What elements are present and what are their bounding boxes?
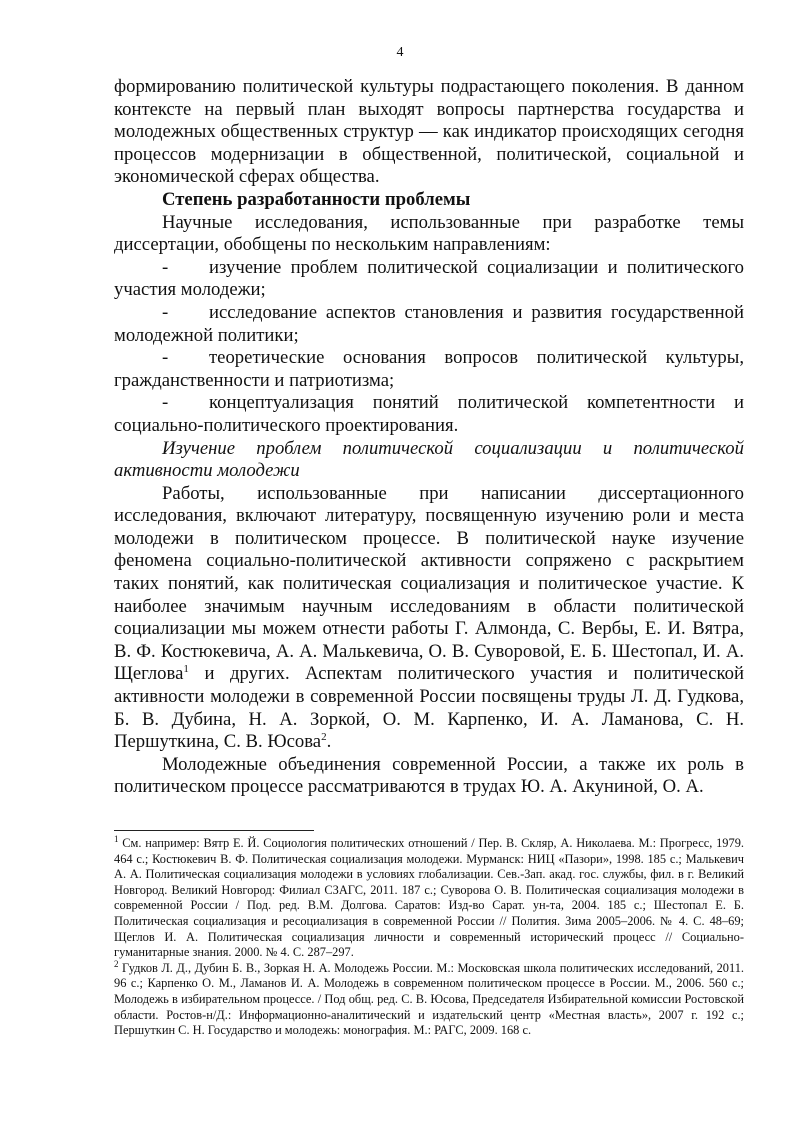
footnote-ref-1[interactable]: 1: [183, 663, 189, 676]
subsection-heading: Изучение проблем политической социализации и политической активности молодежи: [114, 437, 744, 482]
paragraph-3-part-b: и других. Аспектам политического участия и политической активности молодежи в современной России посвящены труды Л. Д. Гудкова, Б. В. Дубина, Н. А. Зоркой, О. М. Карпенко, И. А. Ламанова, С. Н. Першуткина, С. В. Юсова: [114, 663, 744, 753]
list-item-text: концептуализация понятий политической компетентности и социально-политического проектирования.: [114, 392, 744, 436]
list-item: [114, 347, 744, 392]
list-item: [114, 302, 744, 347]
list-item-text: исследование аспектов становления и развития государственной молодежной политики;: [114, 301, 744, 346]
list-item-text: изучение проблем политической социализации и политического участия молодежи;: [114, 256, 744, 301]
footnote-text: См. например: Вятр Е. Й. Социология политических отношений / Пер. В. Скляр, А. Николаева. М.: Прогресс, 1979. 464 с.; Костюкевич В. Ф. Политическая социализация молодежи. Мурманск: НИЦ «Пазори», 1998. 185 с.; Малькевич А. А. Политическая социализация молодежи в условиях глобализации. Сев.-Зап. акад. гос. службы, фил. в г. Великий Новгород. Великий Новгород: Филиал СЗАГС, 2011. 187 с.; Суворова О. В. Политическая социализация молодежи в современной России / Под. ред. В.М. Долгова. Саратов: Изд-во Сарат. ун-та, 2004. 185 с.; Шестопал Е. Б. Политическая социализация и ресоциализация в современной России // Полития. Зима 2005–2006. № 4. С. 48–69; Щеглов И. А. Политическая социализация личности и современный исторический процесс // Социально-гуманитарные знания. 2000. № 4. С. 287–297.: [114, 836, 744, 960]
footnote-separator: [114, 830, 314, 831]
paragraph-3-part-a: Работы, использованные при написании диссертационного исследования, включают литературу, посвященную изучению роли и места молодежи в политическом процессе. В политической науке изучение феномена социально-политической активности сопряжено с раскрытием таких понятий, как политическая социализация и политическое участие. К наиболее значимым научным исследованиям в области политической социализации мы можем отнести работы Г. Алмонда, С. Вербы, Е. И. Вятра, В. Ф. Костюкевича, А. А. Малькевича, О. В. Суворовой, Е. Б. Шестопал, И. А. Щеглова: [114, 482, 744, 685]
paragraph-3: [114, 483, 744, 754]
footnote-text: Гудков Л. Д., Дубин Б. В., Зоркая Н. А. Молодежь России. М.: Московская школа политических исследований, 2011. 96 с.; Карпенко О. М., Ламанов И. А. Молодежь в современном политическом процессе в России. М., 2006. 560 с.; Молодежь в избирательном процессе. / Под общ. ред. С. В. Юсова, Председателя Избирательной комиссии Ростовской области. Ростов-н/Д.: Информационно-аналитический и издательский центр «Местная власть», 2007 г. 192 с.; Першуткин С. Н. Государство и молодежь: монография. М.: РАГС, 2009. 168 с.: [114, 960, 744, 1038]
list-dash: -: [162, 347, 169, 369]
footnote-2: [114, 958, 744, 1039]
page-number: 4: [396, 45, 404, 60]
paragraph-2: Научные исследования, использованные при разработке темы диссертации, обобщены по нескольким направлениям:: [114, 211, 744, 256]
list-item: [114, 392, 744, 437]
footnote-number: 1: [114, 834, 119, 844]
section-heading: Степень разработанности проблемы: [162, 188, 471, 210]
list-dash: -: [162, 392, 169, 414]
list-item: [114, 257, 744, 302]
paragraph-3-part-c: .: [326, 731, 332, 753]
footnotes: [114, 836, 744, 1039]
footnote-ref-2[interactable]: 2: [321, 731, 327, 744]
list-dash: -: [162, 301, 169, 323]
paragraph-4: Молодежные объединения современной России, а также их роль в политическом процессе рассматриваются в трудах Ю. А. Акуниной, О. А.: [114, 753, 744, 798]
paragraph-1: формированию политической культуры подрастающего поколения. В данном контексте на первый план выходят вопросы партнерства государства и молодежных общественных структур — как индикатор происходящих сегодня процессов модернизации в общественной, политической, социальной и экономической сферах общества.: [114, 76, 744, 188]
footnote-number: 2: [114, 958, 119, 969]
list-item-text: теоретические основания вопросов политической культуры, гражданственности и патриотизма;: [114, 347, 744, 391]
footnote-1: [114, 836, 744, 961]
list-dash: -: [162, 256, 169, 278]
main-text: [114, 76, 744, 799]
